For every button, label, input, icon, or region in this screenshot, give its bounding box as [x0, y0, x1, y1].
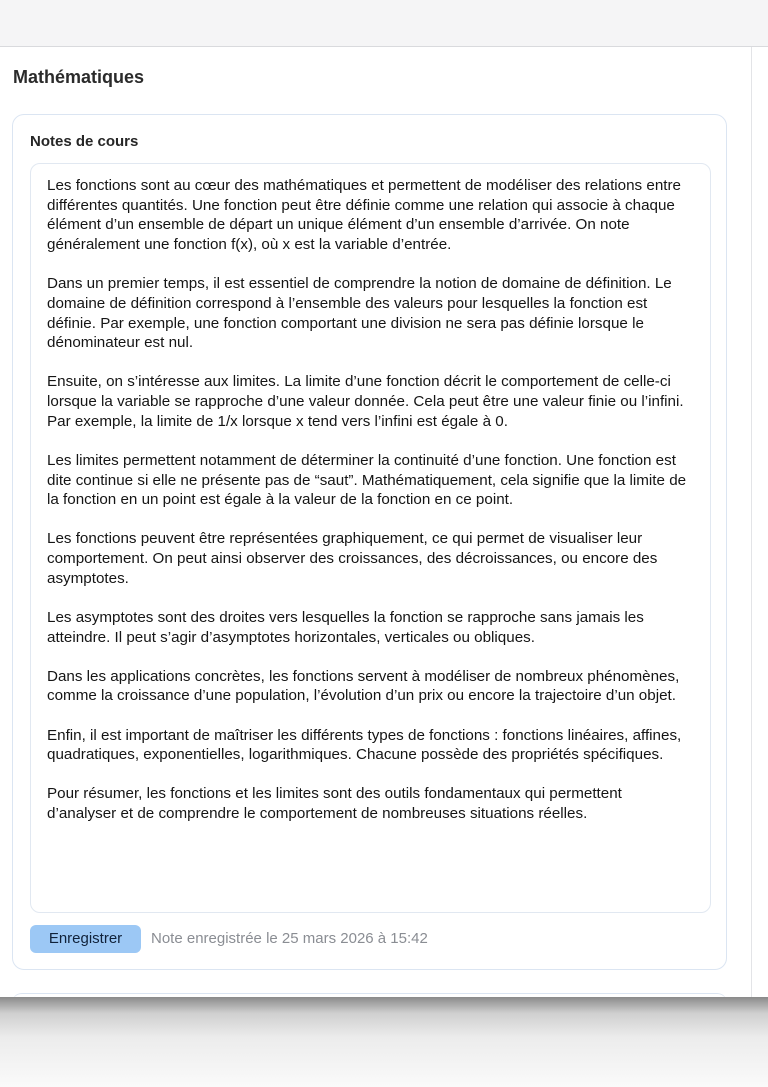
- right-divider: [751, 47, 752, 997]
- notes-textarea[interactable]: [30, 163, 711, 913]
- page-title: Mathématiques: [13, 67, 145, 87]
- top-toolbar-strip: [0, 0, 768, 47]
- notes-card: [12, 114, 727, 970]
- save-status-text: Note enregistrée le 25 mars 2026 à 15:42: [151, 930, 428, 947]
- notes-paragraph: Enfin, il est important de maîtriser les différents types de fonctions : fonctions linéaires, affines, quadratiques, exponentielles, logarithmiques. Chacune possède des propriétés spécifiques.: [47, 726, 682, 764]
- notes-paragraph: Dans un premier temps, il est essentiel de comprendre la notion de domaine de définition. Le domaine de définition correspond à l’ensemble des valeurs pour lesquelles la fonction est définie. Par exemple, une fonction comportant une division ne sera pas définie lorsque le dénominateur est nul.: [47, 275, 672, 352]
- notes-paragraph: Les limites permettent notamment de déterminer la continuité d’une fonction. Une fonction est dite continue si elle ne présente pas de “saut”. Mathématiquement, cela signifie que la limite de la fonction en un point est égale à la valeur de la fonction en ce point.: [47, 451, 687, 509]
- main-content: [0, 47, 768, 997]
- window-bottom-shadow: [0, 997, 768, 1087]
- notes-paragraph: Ensuite, on s’intéresse aux limites. La limite d’une fonction décrit le comportement de celle-ci lorsque la variable se rapproche d’une valeur donnée. Cela peut être une valeur finie ou l’infini. Par exemple, la limite de 1/x lorsque x tend vers l’infini est égale à 0.: [47, 373, 684, 430]
- notes-paragraph: Les asymptotes sont des droites vers lesquelles la fonction se rapproche sans jamais les atteindre. Il peut s’agir d’asymptotes horizontales, verticales ou obliques.: [47, 608, 644, 646]
- notes-paragraph: Pour résumer, les fonctions et les limites sont des outils fondamentaux qui permettent d’analyser et de comprendre le comportement de nombreuses situations réelles.: [47, 785, 622, 822]
- notes-paragraph: Les fonctions peuvent être représentées graphiquement, ce qui permet de visualiser leur comportement. On peut ainsi observer des croissances, des décroissances, ou encore des asymptotes.: [47, 530, 658, 587]
- notes-paragraph: Dans les applications concrètes, les fonctions servent à modéliser de nombreux phénomènes, comme la croissance d’une population, l’évolution d’un prix ou encore la trajectoire d’un objet.: [47, 667, 680, 705]
- save-button[interactable]: Enregistrer: [30, 925, 141, 953]
- notes-card-title: Notes de cours: [30, 133, 139, 150]
- notes-paragraph: Les fonctions sont au cœur des mathématiques et permettent de modéliser des relations entre différentes quantités. Une fonction peut être définie comme une relation qui associe à chaque élément d’un ensemble de départ un unique élément d’un ensemble d’arrivée. On note généralement une fonction f(x), où x est la variable d’entrée.: [47, 177, 681, 254]
